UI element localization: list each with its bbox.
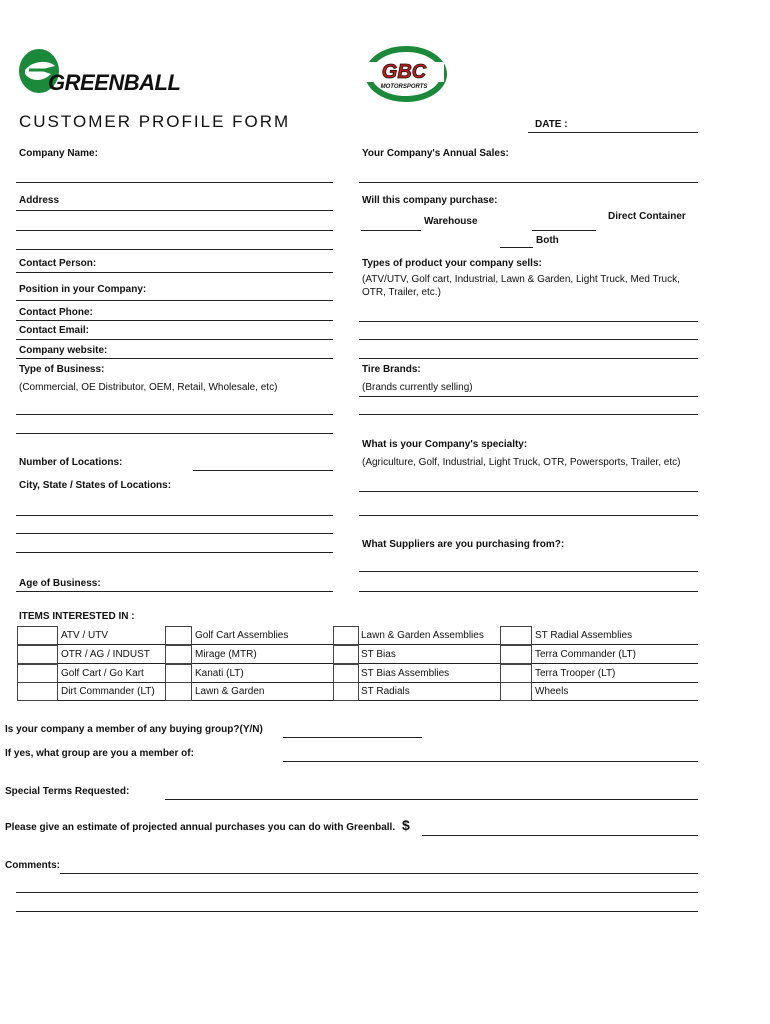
svg-text:GBC: GBC: [381, 61, 427, 83]
item-checkbox[interactable]: [500, 645, 532, 664]
item-underline: [58, 644, 165, 645]
comments-label: Comments:: [5, 860, 61, 871]
item-underline: [192, 682, 333, 683]
address-field-2[interactable]: [16, 230, 333, 231]
city-state-field-3[interactable]: [16, 552, 333, 553]
item-underline: [532, 644, 698, 645]
which-group-label: If yes, what group are you a member of:: [5, 748, 194, 759]
contact-phone-field[interactable]: [16, 320, 333, 321]
company-name-label: Company Name:: [19, 148, 98, 159]
contact-email-label: Contact Email:: [19, 325, 90, 336]
item-checkbox[interactable]: [17, 645, 58, 664]
position-label: Position in your Company:: [19, 284, 147, 295]
type-business-field-2[interactable]: [16, 433, 333, 434]
item-underline: [192, 644, 333, 645]
tire-brands-note: (Brands currently selling): [362, 382, 473, 393]
svg-text:MOTORSPORTS: MOTORSPORTS: [380, 84, 428, 90]
contact-email-field[interactable]: [16, 339, 333, 340]
item-underline: [359, 682, 500, 683]
city-state-field-2[interactable]: [16, 533, 333, 534]
form-title: CUSTOMER PROFILE FORM: [19, 112, 291, 131]
item-underline: [58, 663, 165, 664]
types-product-label: Types of product your company sells:: [362, 258, 542, 269]
specialty-field-2[interactable]: [359, 515, 698, 516]
item-checkbox[interactable]: [333, 626, 359, 645]
types-product-note-2: OTR, Trailer, etc.): [362, 287, 441, 298]
item-checkbox[interactable]: [165, 626, 192, 645]
item-underline: [532, 682, 698, 683]
item-checkbox[interactable]: [500, 682, 532, 701]
num-locations-label: Number of Locations:: [19, 457, 123, 468]
tire-brands-field-1[interactable]: [359, 396, 698, 397]
item-checkbox[interactable]: [165, 645, 192, 664]
item-underline: [192, 700, 333, 701]
type-business-field-1[interactable]: [16, 414, 333, 415]
item-underline: [359, 700, 500, 701]
special-terms-field[interactable]: [165, 799, 698, 800]
item-label: OTR / AG / INDUST: [61, 649, 150, 660]
item-checkbox[interactable]: [333, 645, 359, 664]
date-label: DATE :: [535, 119, 568, 130]
greenball-logo-text: GREENBALL: [48, 70, 181, 95]
age-business-label: Age of Business:: [19, 578, 101, 589]
item-label: Terra Commander (LT): [535, 649, 636, 660]
address-label: Address: [19, 195, 60, 206]
item-underline: [359, 644, 500, 645]
item-label: Lawn & Garden: [195, 686, 265, 697]
types-product-field-1[interactable]: [359, 321, 698, 322]
item-label: Golf Cart Assemblies: [195, 630, 289, 641]
item-underline: [58, 700, 165, 701]
item-checkbox[interactable]: [500, 664, 532, 683]
gbc-motorsports-logo: [358, 46, 450, 102]
company-website-field[interactable]: [16, 358, 333, 359]
item-label: Wheels: [535, 686, 569, 697]
item-checkbox[interactable]: [165, 682, 192, 701]
item-underline: [58, 682, 165, 683]
direct-container-field[interactable]: [532, 230, 596, 231]
comments-field-2[interactable]: [16, 892, 698, 893]
item-label: Golf Cart / Go Kart: [61, 668, 144, 679]
item-underline: [192, 663, 333, 664]
item-label: ST Radial Assemblies: [535, 630, 633, 641]
contact-person-label: Contact Person:: [19, 258, 97, 269]
warehouse-label: Warehouse: [424, 216, 478, 227]
warehouse-field[interactable]: [361, 230, 421, 231]
address-field-3[interactable]: [16, 249, 333, 250]
buying-group-field[interactable]: [283, 737, 422, 738]
both-label: Both: [536, 235, 559, 246]
item-label: Terra Trooper (LT): [535, 668, 616, 679]
item-underline: [532, 700, 698, 701]
annual-sales-field[interactable]: [359, 182, 698, 183]
item-underline: [532, 663, 698, 664]
contact-phone-label: Contact Phone:: [19, 307, 93, 318]
type-business-label: Type of Business:: [19, 364, 105, 375]
item-checkbox[interactable]: [17, 682, 58, 701]
item-label: Dirt Commander (LT): [61, 686, 155, 697]
suppliers-field-1[interactable]: [359, 571, 698, 572]
item-underline: [359, 663, 500, 664]
specialty-field-1[interactable]: [359, 491, 698, 492]
types-product-field-3[interactable]: [359, 358, 698, 359]
comments-field-1[interactable]: [60, 873, 698, 874]
item-checkbox[interactable]: [17, 626, 58, 645]
estimate-field[interactable]: [422, 835, 698, 836]
date-field[interactable]: [528, 132, 698, 133]
contact-person-field[interactable]: [16, 272, 333, 273]
buying-group-label: Is your company a member of any buying group?(Y/N): [5, 724, 263, 735]
item-label: ST Bias: [361, 649, 396, 660]
suppliers-field-2[interactable]: [359, 591, 698, 592]
suppliers-label: What Suppliers are you purchasing from?:: [362, 539, 565, 550]
items-interested-label: ITEMS INTERESTED IN :: [19, 611, 135, 622]
both-field[interactable]: [500, 247, 533, 248]
position-field[interactable]: [16, 300, 333, 301]
specialty-label: What is your Company's specialty:: [362, 439, 528, 450]
age-business-field[interactable]: [16, 591, 333, 592]
company-website-label: Company website:: [19, 345, 108, 356]
special-terms-label: Special Terms Requested:: [5, 786, 130, 797]
tire-brands-label: Tire Brands:: [362, 364, 421, 375]
item-label: Mirage (MTR): [195, 649, 257, 660]
types-product-note-1: (ATV/UTV, Golf cart, Industrial, Lawn & Garden, Light Truck, Med Truck,: [362, 274, 680, 285]
item-label: ST Radials: [361, 686, 410, 697]
will-purchase-label: Will this company purchase:: [362, 195, 498, 206]
estimate-label: Please give an estimate of projected annual purchases you can do with Greenball.: [5, 822, 396, 833]
dollar-sign: $: [402, 817, 410, 833]
direct-container-label: Direct Container: [608, 211, 686, 222]
types-product-field-2[interactable]: [359, 339, 698, 340]
item-label: Kanati (LT): [195, 668, 244, 679]
item-label: ATV / UTV: [61, 630, 109, 641]
item-checkbox[interactable]: [333, 682, 359, 701]
num-locations-field[interactable]: [193, 470, 333, 471]
address-field-1[interactable]: [16, 210, 333, 211]
city-state-field-1[interactable]: [16, 515, 333, 516]
item-checkbox[interactable]: [333, 664, 359, 683]
comments-field-3[interactable]: [16, 911, 698, 912]
type-business-note: (Commercial, OE Distributor, OEM, Retail, Wholesale, etc): [19, 382, 278, 393]
item-checkbox[interactable]: [165, 664, 192, 683]
which-group-field[interactable]: [283, 761, 698, 762]
item-checkbox[interactable]: [17, 664, 58, 683]
item-label: ST Bias Assemblies: [361, 668, 450, 679]
company-name-field[interactable]: [16, 182, 333, 183]
item-checkbox[interactable]: [500, 626, 532, 645]
specialty-note: (Agriculture, Golf, Industrial, Light Truck, OTR, Powersports, Trailer, etc): [362, 457, 681, 468]
tire-brands-field-2[interactable]: [359, 414, 698, 415]
item-label: Lawn & Garden Assemblies: [361, 630, 484, 641]
annual-sales-label: Your Company's Annual Sales:: [362, 148, 509, 159]
city-state-label: City, State / States of Locations:: [19, 480, 172, 491]
